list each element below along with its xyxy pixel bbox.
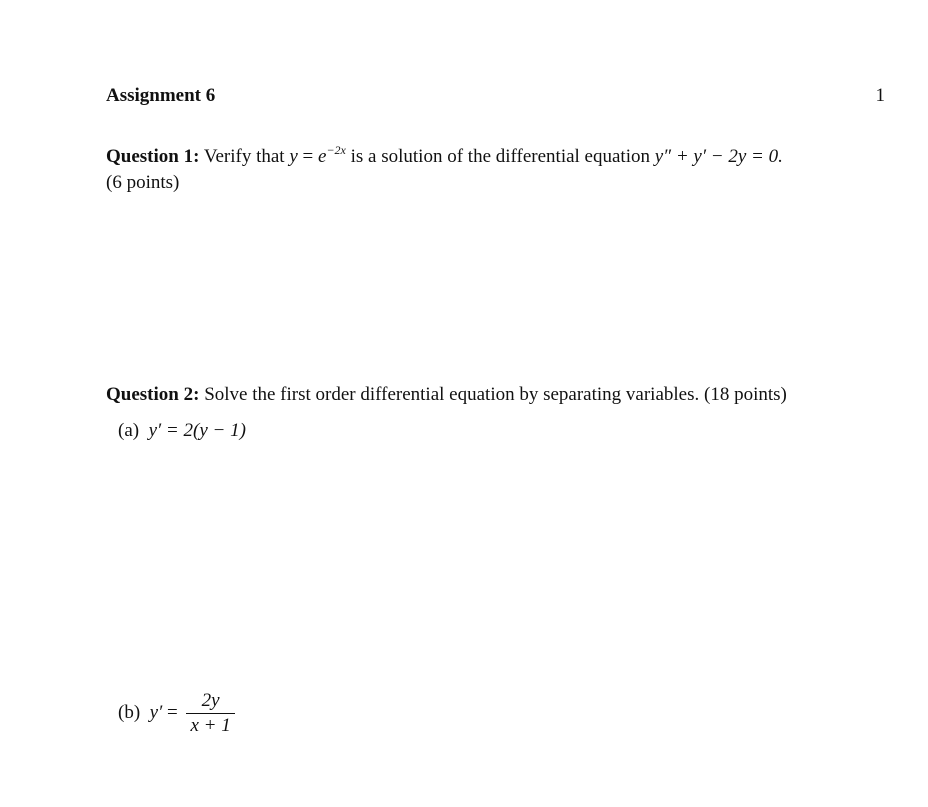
question-2 (106, 384, 787, 406)
part-b-equals: = (167, 701, 178, 723)
question-1-text-middle: is a solution of the differential equation (350, 146, 650, 167)
question-1-label: Question 1: (106, 146, 200, 167)
question-2-label: Question 2: (106, 384, 200, 405)
part-a-label: (a) (118, 420, 140, 441)
part-b-lhs: y′ (149, 701, 163, 723)
question-1 (106, 143, 783, 168)
part-b-label: (b) (118, 701, 141, 723)
page-number: 1 (875, 85, 885, 106)
question-2-text: Solve the first order differential equation by separating variables. (18 points) (204, 384, 787, 405)
part-b-numerator: 2y (186, 690, 234, 714)
part-b-fraction (186, 690, 234, 737)
part-a-equation: y′ = 2(y − 1) (148, 420, 246, 441)
question-1-math-e: e (318, 146, 327, 167)
question-1-points: (6 points) (106, 172, 180, 193)
question-1-math-y: y (289, 146, 298, 167)
question-1-math-exponent: −2x (326, 143, 346, 157)
assignment-title: Assignment 6 (106, 85, 216, 106)
question-1-text-before: Verify that (203, 146, 285, 167)
question-2-part-a (118, 420, 246, 442)
question-1-equation: y″ + y′ − 2y = 0. (654, 146, 783, 167)
question-1-math-equals: = (302, 146, 314, 167)
question-2-part-b (118, 690, 235, 737)
part-b-denominator: x + 1 (190, 715, 231, 736)
